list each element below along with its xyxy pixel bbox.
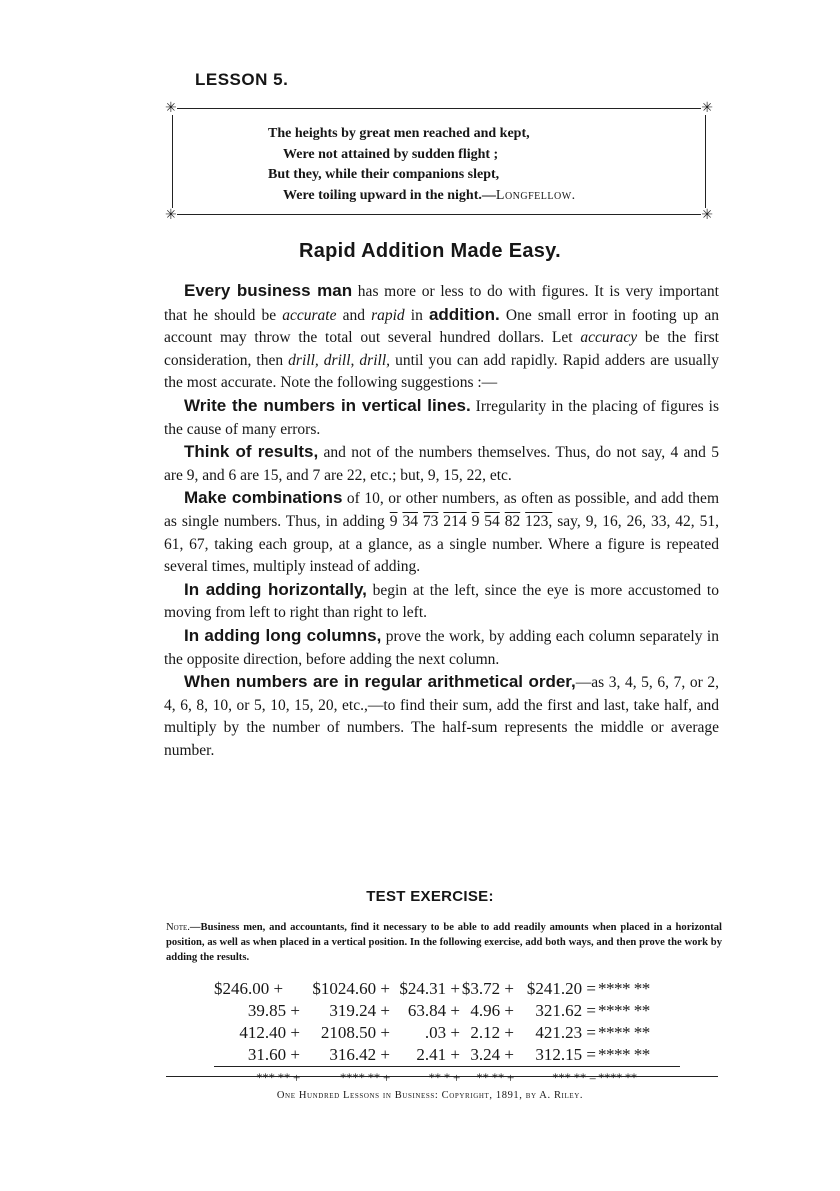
paragraph-lead: When numbers are in regular arithmetical order, (184, 672, 576, 692)
paragraph: Write the numbers in vertical lines. Irregularity in the placing of figures is the cause of many errors. (164, 395, 719, 438)
quote-border-bottom (174, 214, 704, 215)
paragraph-lead: Every business man (184, 281, 353, 300)
test-exercise-heading: TEST EXERCISE: (366, 888, 494, 905)
paragraph: In adding long columns, prove the work, by adding each column separately in the opposite direction, before adding the next column. (164, 625, 719, 668)
exercise-row: 39.85 + 319.24 + 63.84 + 4.96 + 321.62 = **** ** (247, 1001, 650, 1020)
quote-line: The heights by great men reached and kept, (268, 126, 530, 141)
footer-rule (166, 1076, 718, 1077)
corner-asterisk-icon: ✳ (701, 100, 713, 116)
paragraph-lead: In adding horizontally, (184, 579, 367, 599)
quote-box (165, 100, 713, 223)
exercise-table (214, 978, 684, 1089)
quote-line: But they, while their companions slept, (268, 167, 500, 182)
quote-text (268, 124, 576, 206)
page-title: Rapid Addition Made Easy. (299, 240, 561, 262)
quote-author: Longfellow. (495, 187, 576, 203)
exercise-row: $246.00 + $1024.60 + $24.31 + $3.72 + $241.20 = **** ** (214, 979, 650, 998)
paragraph-lead: In adding long columns, (184, 625, 382, 645)
paragraph-lead: Think of results, (184, 442, 319, 462)
exercise-row: 412.40 + 2108.50 + .03 + 2.12 + 421.23 = **** ** (239, 1023, 650, 1042)
quote-border-left (172, 108, 173, 214)
quote-border-right (705, 108, 706, 214)
test-note: Note.—Business men, and accountants, find it necessary to be able to add readily amounts when placed in a horizontal position, as well as when placed in a vertical position. In the following exercise, add both ways, and then prove the work by adding the results. (166, 922, 722, 963)
corner-asterisk-icon: ✳ (165, 100, 177, 116)
paragraph: Think of results, and not of the numbers themselves. Thus, do not say, 4 and 5 are 9, and 6 are 15, and 7 are 22, etc.; but, 9, 15, 22, etc. (164, 442, 719, 484)
paragraph-lead: Make combinations (184, 488, 343, 508)
paragraph-lead: Write the numbers in vertical lines. (184, 395, 471, 415)
exercise-totals-row: *** ** + **** ** + ** * + ** ** + *** ** = **** ** (256, 1070, 637, 1085)
quote-border-top (174, 108, 704, 109)
paragraph: Every business man has more or less to do with figures. It is very important that he should be accurate and rapid in addition. One small error in footing up an account may throw the total out several hundred dollars. Let accuracy be the first consideration, then drill, drill, drill, until you can add rapidly. Rapid adders are usually the most accurate. Note the following suggestions :— (164, 281, 719, 392)
lesson-heading: LESSON 5. (195, 70, 289, 89)
quote-line: Were not attained by sudden flight ; (283, 146, 499, 162)
copyright-footer: One Hundred Lessons in Business: Copyright, 1891, by A. Riley. (276, 1090, 584, 1101)
quote-line: Were toiling upward in the night.—Longfellow. (283, 187, 576, 203)
body-text (164, 280, 719, 762)
exercise-row: 31.60 + 316.42 + 2.41 + 3.24 + 312.15 = **** ** (247, 1045, 650, 1064)
corner-asterisk-icon: ✳ (701, 207, 713, 223)
paragraph: Make combinations of 10, or other numbers, as often as possible, and add them as single numbers. Thus, in adding 9 34 73 214 9 54 82 123, say, 9, 16, 26, 33, 42, 51, 61, 67, taking each group, at a glance, as a single number. Where a figure is repeated several times, multiply instead of adding. (164, 488, 719, 576)
corner-asterisk-icon: ✳ (165, 207, 177, 223)
paragraph: In adding horizontally, begin at the left, since the eye is more accustomed to moving from left to right than right to left. (164, 579, 719, 622)
paragraph: When numbers are in regular arithmetical order,—as 3, 4, 5, 6, 7, or 2, 4, 6, 8, 10, or 5, 10, 15, 20, etc.,—to find their sum, add the first and last, take half, and multiply by the number of numbers. The half-sum represents the middle or average number. (164, 672, 719, 759)
